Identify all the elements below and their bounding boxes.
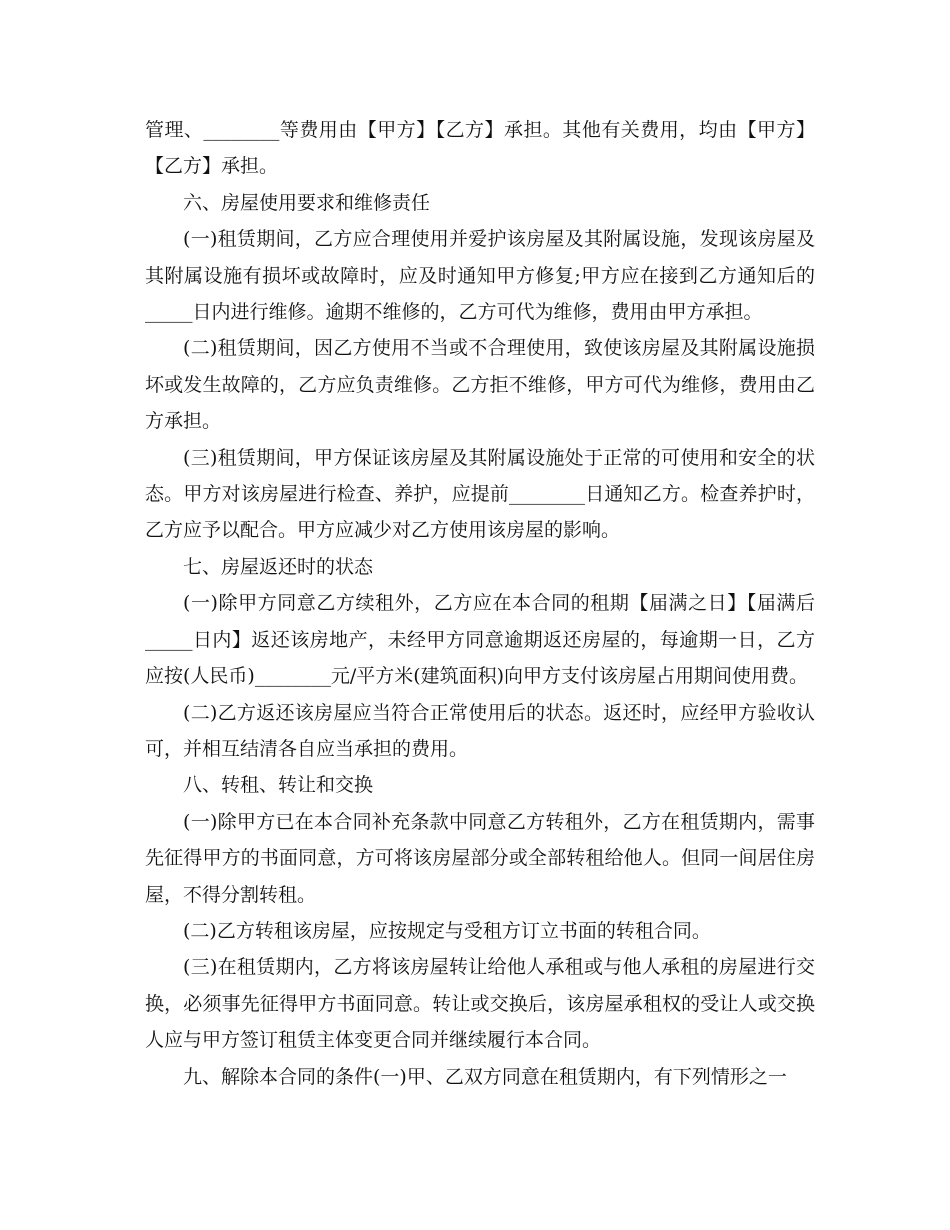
section-heading-return-state: 七、房屋返还时的状态 [183,555,374,578]
paragraph-clause: (一)租赁期间，乙方应合理使用并爱护该房屋及其附属设施，发现该房屋及其附属设施有损坏或故障时，应及时通知甲方修复;甲方应在接到乙方通知后的_____日内进行维修。逾期不维修的，乙方可代为维修，费用由甲方承担。 [145,228,815,324]
section-heading-sublease: 八、转租、转让和交换 [183,774,374,797]
section-heading-usage-maintenance: 六、房屋使用要求和维修责任 [183,191,431,214]
paragraph-fees-continued: 管理、________等费用由【甲方】【乙方】承担。其他有关费用，均由【甲方】【乙方】承担。 [145,119,815,178]
paragraph-clause: (一)除甲方已在本合同补充条款中同意乙方转租外，乙方在租赁期内，需事先征得甲方的书面同意，方可将该房屋部分或全部转租给他人。但同一间居住房屋，不得分割转租。 [145,810,815,906]
paragraph-clause: (二)租赁期间，因乙方使用不当或不合理使用，致使该房屋及其附属设施损坏或发生故障的，乙方应负责维修。乙方拒不维修，甲方可代为维修，费用由乙方承担。 [145,337,815,433]
paragraph-clause: (三)在租赁期内，乙方将该房屋转让给他人承租或与他人承租的房屋进行交换，必须事先征得甲方书面同意。转让或交换后，该房屋承租权的受让人或交换人应与甲方签订租赁主体变更合同并继续履行本合同。 [145,956,815,1052]
paragraph-clause: (三)租赁期间，甲方保证该房屋及其附属设施处于正常的可使用和安全的状态。甲方对该房屋进行检查、养护，应提前________日通知乙方。检查养护时，乙方应予以配合。甲方应减少对乙方使用该房屋的影响。 [145,446,815,542]
paragraph-clause: (二)乙方返还该房屋应当符合正常使用后的状态。返还时，应经甲方验收认可，并相互结清各自应当承担的费用。 [145,701,815,760]
document-body [145,112,815,1095]
paragraph-clause: (一)除甲方同意乙方续租外，乙方应在本合同的租期【届满之日】【届满后_____日内】返还该房地产，未经甲方同意逾期返还房屋的，每逾期一日，乙方应按(人民币)________元/平方米(建筑面积)向甲方支付该房屋占用期间使用费。 [145,592,815,688]
paragraph-clause: (二)乙方转租该房屋，应按规定与受租方订立书面的转租合同。 [183,919,711,942]
section-heading-termination: 九、解除本合同的条件(一)甲、乙双方同意在租赁期内，有下列情形之一 [183,1065,787,1088]
